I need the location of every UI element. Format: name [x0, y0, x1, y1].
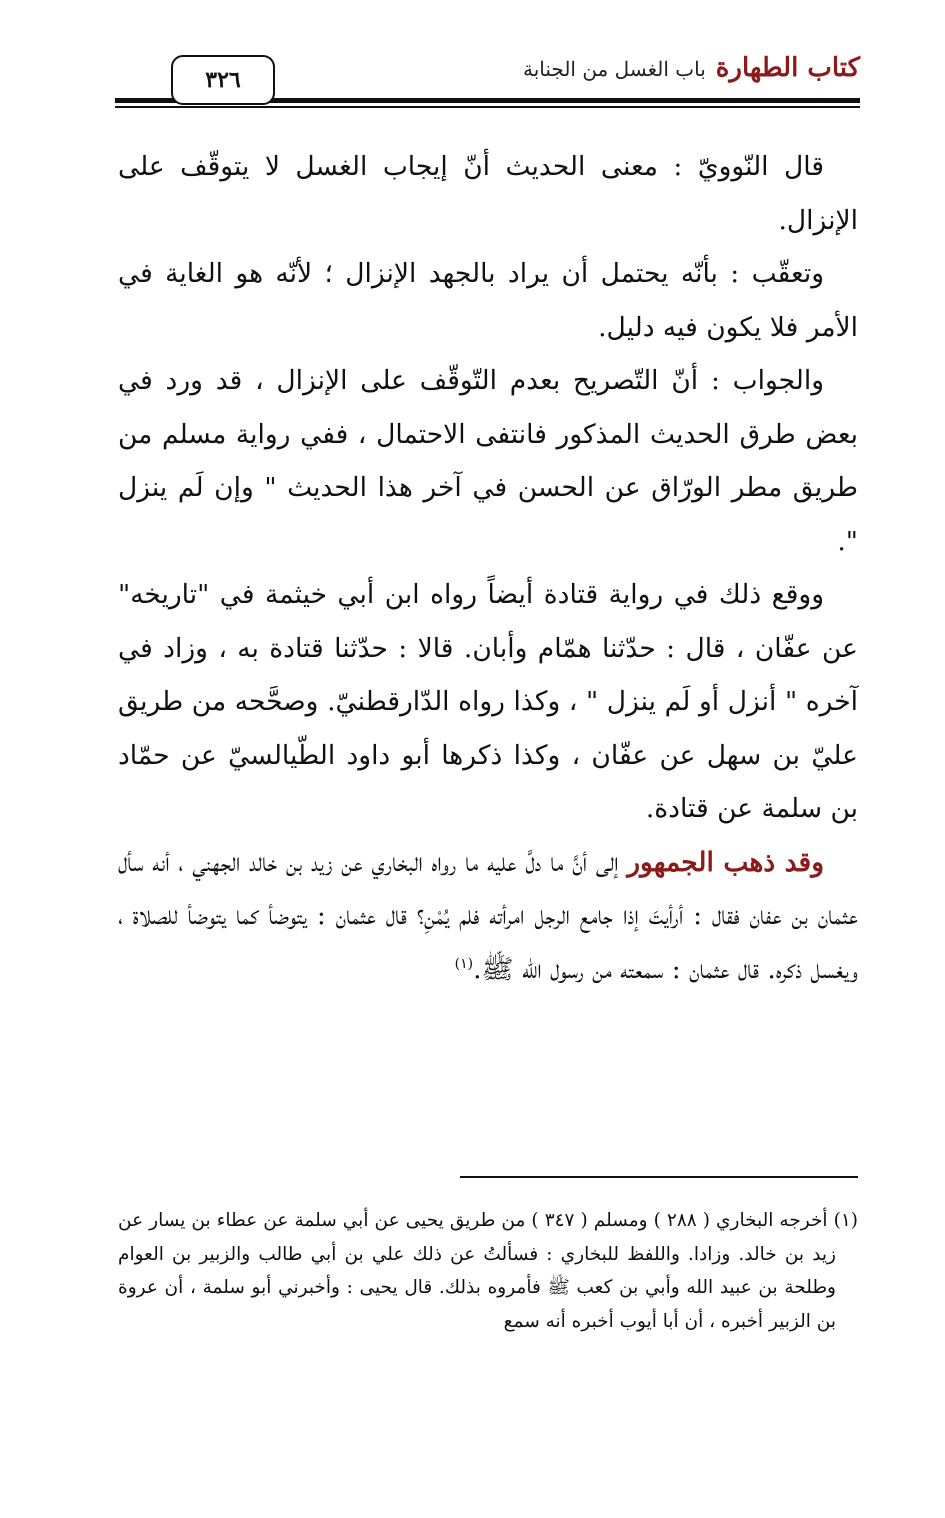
paragraph-5	[118, 836, 858, 997]
page-number: ٣٢٦	[171, 55, 275, 105]
footnote-1: (١) أخرجه البخاري ( ٢٨٨ ) ومسلم ( ٣٤٧ ) من طريق يحيى عن أبي سلمة عن عطاء بن يسار عن زيد بن خالد. وزادا. واللفظ للبخاري : فسألتُ عن ذلك علي بن أبي طالب والزبير بن العوام وطلحة بن عبيد الله وأبي بن كعب ﷺ فأمروه بذلك. قال يحيى : وأخبرني أبو سلمة ، أن عروة بن الزبير أخبره ، أن أبا أيوب أخبره أنه سمع	[118, 1210, 858, 1332]
main-text	[118, 140, 858, 996]
running-title	[523, 53, 860, 83]
header-rule-thin	[115, 106, 860, 108]
highlighted-phrase: وقد ذهب الجمهور	[627, 846, 824, 878]
book-title: كتاب الطهارة	[715, 53, 860, 83]
page-header	[115, 45, 860, 115]
paragraph-5-text: إلى أنَّ ما دلَّ عليه ما رواه البخاري عن زيد بن خالد الجهني ، أنه سأل عثمان بن عفان فقال : أرأيتَ إذا جامع الرجل امرأته فلم يُمْنِ؟ قال عثمان : يتوضأ كما يتوضأ للصلاة ، ويغسل ذكره. قال عثمان : سمعته من رسول الله ﷺ.	[118, 846, 858, 985]
footnote-marker[interactable]: (١)	[454, 955, 474, 972]
paragraph-2: وتعقّب : بأنّه يحتمل أن يراد بالجهد الإنزال ؛ لأنّه هو الغاية في الأمر فلا يكون فيه دليل.	[118, 258, 858, 343]
paragraph-3: والجواب : أنّ التّصريح بعدم التّوقّف على الإنزال ، قد ورد في بعض طرق الحديث المذكور فانتفى الاحتمال ، ففي رواية مسلم من طريق مطر الورّاق عن الحسن في آخر هذا الحديث " وإن لَم ينزل ".	[118, 365, 858, 557]
footnotes	[118, 1204, 858, 1338]
paragraph-4: ووقع ذلك في رواية قتادة أيضاً رواه ابن أبي خيثمة في "تاريخه" عن عفّان ، قال : حدّثنا همّام وأبان. قالا : حدّثنا قتادة به ، وزاد في آخره " أنزل أو لَم ينزل " ، وكذا رواه الدّارقطنيّ. وصحَّحه من طريق عليّ بن سهل عن عفّان ، وكذا ذكرها أبو داود الطّيالسيّ عن حمّاد بن سلمة عن قتادة.	[118, 579, 858, 824]
chapter-title: باب الغسل من الجنابة	[523, 57, 706, 81]
footnote-separator	[460, 1176, 858, 1178]
paragraph-1: قال النّوويّ : معنى الحديث أنّ إيجاب الغسل لا يتوقّف على الإنزال.	[118, 151, 858, 236]
